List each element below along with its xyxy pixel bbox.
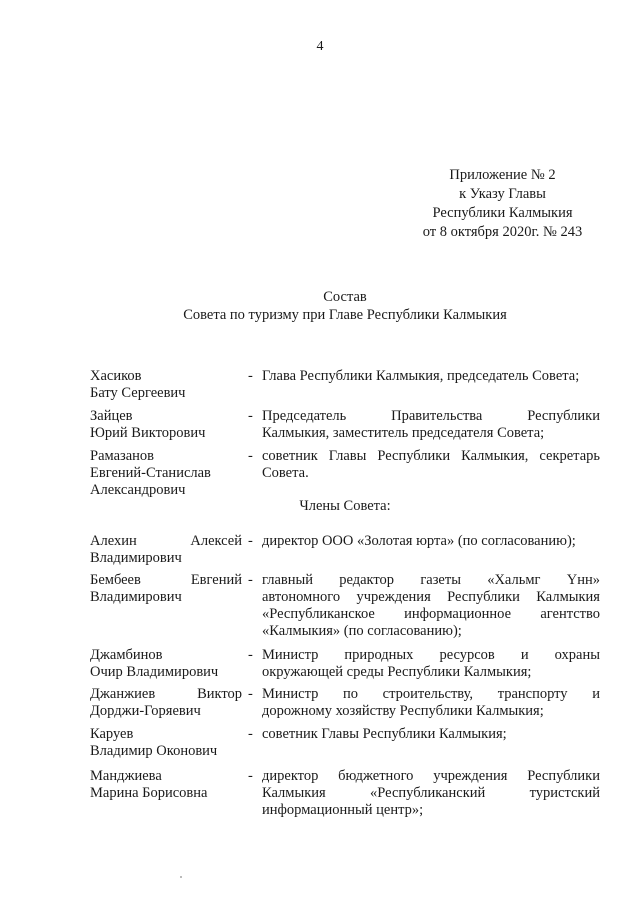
dash-separator: -	[248, 408, 253, 424]
name-line: Зайцев	[90, 408, 133, 424]
word: агентство	[540, 606, 600, 622]
title-line: Состав	[323, 289, 367, 305]
word: секретарь	[539, 448, 600, 464]
name-line: Евгений-Станислав	[90, 465, 211, 481]
member-role	[262, 686, 600, 720]
appendix-header	[390, 166, 615, 242]
name-line	[90, 572, 242, 589]
word: директор	[262, 768, 319, 784]
role-line	[262, 408, 600, 425]
name-line	[90, 533, 242, 550]
role-line	[262, 589, 600, 606]
dash-separator: -	[248, 572, 253, 588]
document-title	[140, 288, 550, 324]
role-line: Глава Республики Калмыкия, председатель Совета;	[262, 368, 580, 384]
member-name	[90, 533, 242, 567]
dash-separator: -	[248, 448, 253, 464]
role-line	[262, 686, 600, 703]
appendix-line: к Указу Главы	[459, 186, 546, 202]
role-line	[262, 647, 600, 664]
role-line	[262, 572, 600, 589]
role-line: «Калмыкия» (по согласованию);	[262, 623, 462, 639]
dash-separator: -	[248, 726, 253, 742]
member-role	[262, 572, 600, 640]
scan-speck	[180, 876, 182, 878]
word: Виктор	[197, 686, 242, 702]
word: главный	[262, 572, 313, 588]
word: автономного	[262, 589, 341, 605]
role-line: Совета.	[262, 465, 309, 481]
word: Главы	[328, 448, 367, 464]
word: Бембеев	[90, 572, 141, 588]
page-number: 4	[316, 39, 324, 54]
word: учреждения	[356, 589, 431, 605]
word: «Республиканский	[370, 785, 486, 801]
appendix-line: Республики Калмыкия	[432, 205, 573, 221]
dash-separator: -	[248, 686, 253, 702]
word: советник	[262, 448, 318, 464]
word: Үнн»	[566, 572, 600, 588]
role-line: директор ООО «Золотая юрта» (по согласованию);	[262, 533, 576, 549]
member-name	[90, 686, 242, 720]
name-line: Джамбинов	[90, 647, 163, 663]
name-line	[90, 686, 242, 703]
word: Председатель	[262, 408, 347, 424]
word: информационное	[404, 606, 512, 622]
name-line: Рамазанов	[90, 448, 155, 464]
word: Калмыкия,	[461, 448, 529, 464]
role-line	[262, 768, 600, 785]
member-name	[90, 448, 242, 499]
word: Министр	[262, 647, 319, 663]
name-line: Владимир Оконович	[90, 743, 218, 759]
member-role	[262, 408, 600, 442]
member-name	[90, 726, 242, 760]
word: Министр	[262, 686, 319, 702]
appendix-line: Приложение № 2	[449, 167, 556, 183]
name-line: Каруев	[90, 726, 134, 742]
appendix-line: от 8 октября 2020г. № 243	[422, 224, 583, 240]
word: Республики	[527, 408, 600, 424]
word: Калмыкия	[536, 589, 600, 605]
name-line: Хасиков	[90, 368, 142, 384]
name-line: Владимирович	[90, 550, 182, 566]
role-line	[262, 448, 600, 465]
role-line: информационный центр»;	[262, 802, 424, 818]
word: Алехин	[90, 533, 137, 549]
dash-separator: -	[248, 768, 253, 784]
member-role	[262, 726, 600, 743]
word: и	[592, 686, 600, 702]
name-line: Владимирович	[90, 589, 182, 605]
word: редактор	[339, 572, 395, 588]
word: транспорту	[497, 686, 568, 702]
word: Правительства	[391, 408, 483, 424]
member-name	[90, 408, 242, 442]
name-line: Юрий Викторович	[90, 425, 206, 441]
dash-separator: -	[248, 647, 253, 663]
dash-separator: -	[248, 533, 253, 549]
name-line: Марина Борисовна	[90, 785, 208, 801]
word: Алексей	[190, 533, 242, 549]
role-line	[262, 785, 600, 802]
word: и	[520, 647, 529, 663]
word: Евгений	[190, 572, 242, 588]
member-name	[90, 572, 242, 606]
name-line: Очир Владимирович	[90, 664, 219, 680]
dash-separator: -	[248, 368, 253, 384]
role-line: дорожному хозяйству Республики Калмыкия;	[262, 703, 544, 719]
word: Джанжиев	[90, 686, 156, 702]
word: бюджетного	[338, 768, 414, 784]
title-line: Совета по туризму при Главе Республики Калмыкия	[183, 307, 507, 323]
word: газеты	[420, 572, 461, 588]
role-line: советник Главы Республики Калмыкия;	[262, 726, 507, 742]
name-line: Бату Сергеевич	[90, 385, 186, 401]
role-line: окружающей среды Республики Калмыкия;	[262, 664, 532, 680]
member-role	[262, 448, 600, 482]
member-role	[262, 768, 600, 819]
role-line	[262, 606, 600, 623]
member-role	[262, 647, 600, 681]
word: туристский	[529, 785, 600, 801]
member-role	[262, 368, 600, 385]
word: Республики	[377, 448, 451, 464]
word: «Хальмг	[487, 572, 541, 588]
word: учреждения	[433, 768, 508, 784]
word: Республики	[527, 768, 600, 784]
name-line: Дорджи-Горяевич	[90, 703, 201, 719]
members-heading: Члены Совета:	[299, 498, 391, 514]
member-role	[262, 533, 600, 550]
word: Республики	[447, 589, 520, 605]
word: охраны	[554, 647, 600, 663]
word: «Республиканское	[262, 606, 375, 622]
member-name	[90, 647, 242, 681]
member-name	[90, 768, 242, 802]
word: строительству,	[382, 686, 474, 702]
word: Калмыкия	[262, 785, 326, 801]
role-line: Калмыкия, заместитель председателя Совета;	[262, 425, 545, 441]
member-name	[90, 368, 242, 402]
name-line: Манджиева	[90, 768, 162, 784]
word: природных	[344, 647, 414, 663]
word: по	[343, 686, 359, 702]
name-line: Александрович	[90, 482, 186, 498]
word: ресурсов	[439, 647, 495, 663]
